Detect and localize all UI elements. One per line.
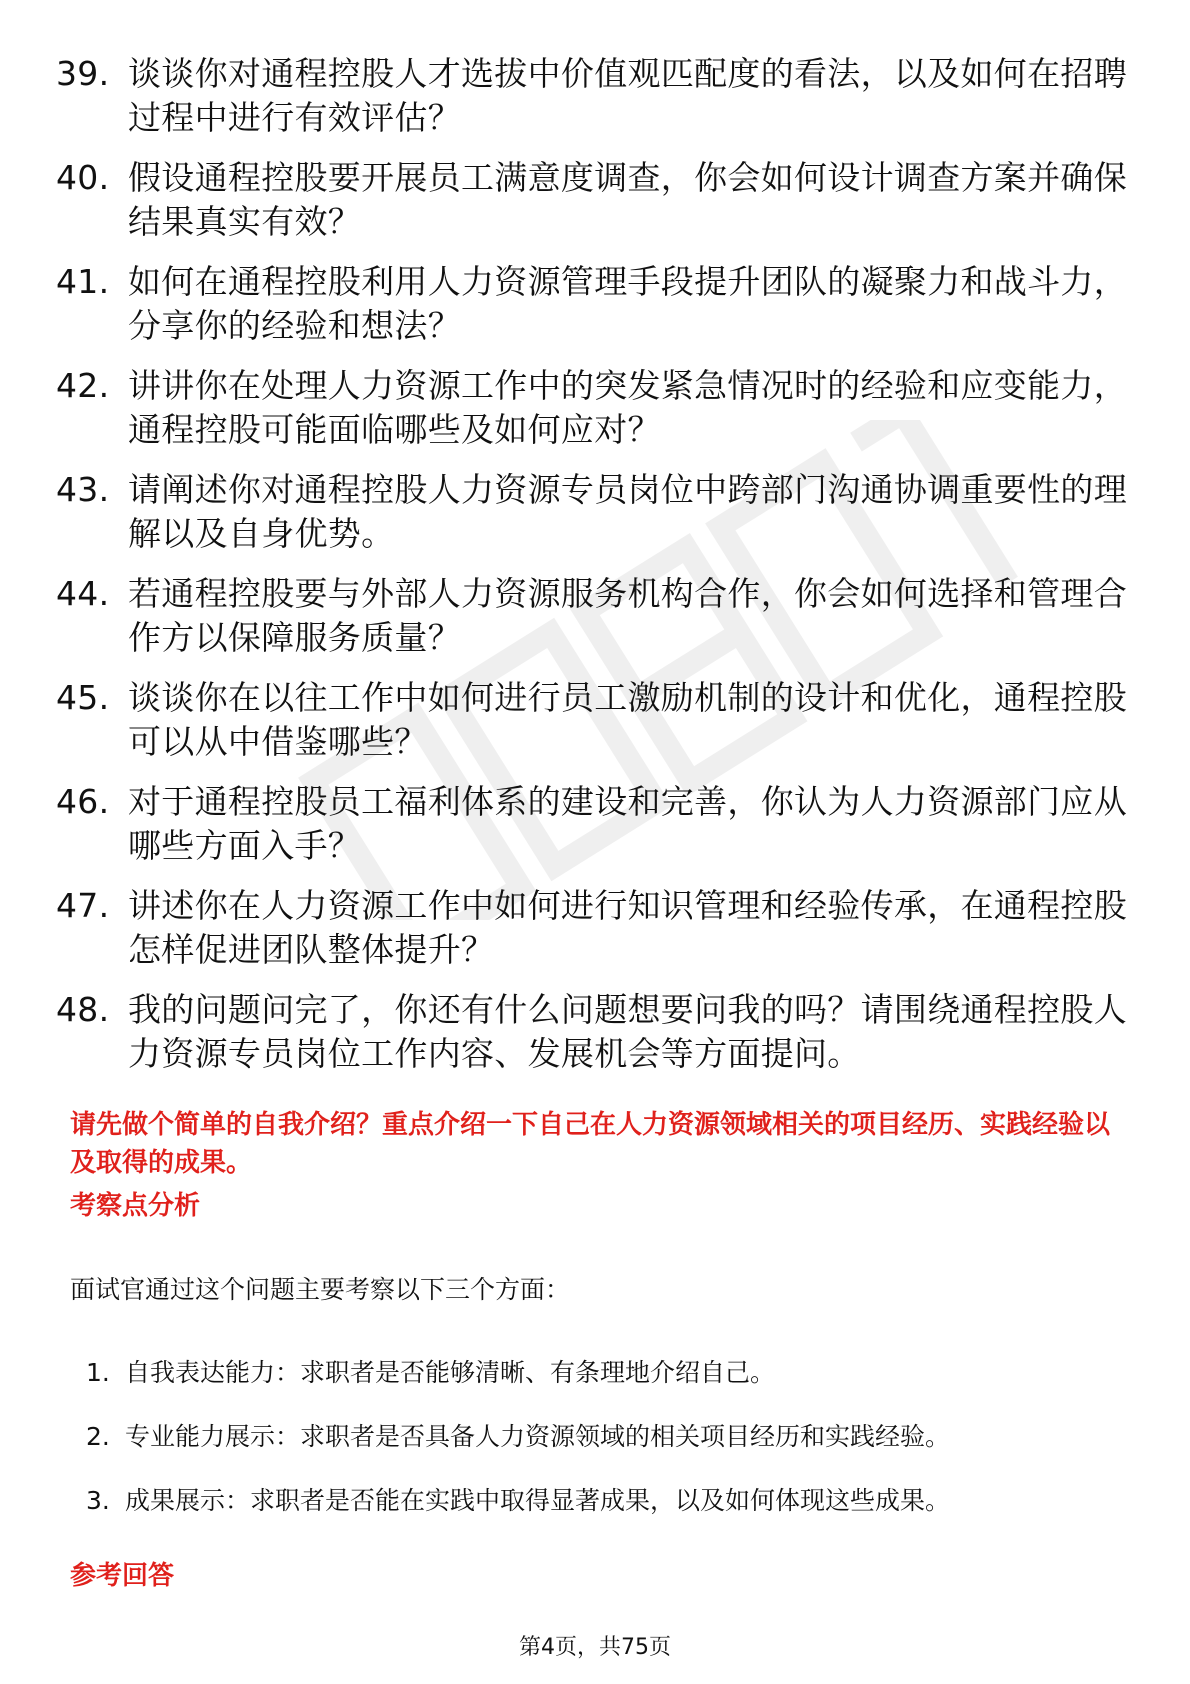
question-item — [56, 156, 1136, 244]
question-number: 48. — [56, 990, 110, 1029]
analysis-point — [86, 1484, 950, 1518]
question-item — [56, 468, 1136, 556]
analysis-heading: 考察点分析 — [70, 1191, 201, 1221]
question-number: 47. — [56, 886, 110, 925]
question-list — [56, 52, 1136, 1092]
question-item — [56, 260, 1136, 348]
point-text: 专业能力展示：求职者是否具备人力资源领域的相关项目经历和实践经验。 — [125, 1422, 951, 1451]
question-text: 讲述你在人力资源工作中如何进行知识管理和经验传承，在通程控股怎样促进团队整体提升？ — [128, 886, 1127, 969]
point-number: 1. — [86, 1358, 110, 1387]
question-text: 请阐述你对通程控股人力资源专员岗位中跨部门沟通协调重要性的理解以及自身优势。 — [128, 470, 1127, 553]
question-text: 我的问题问完了，你还有什么问题想要问我的吗？请围绕通程控股人力资源专员岗位工作内容、发展机会等方面提问。 — [128, 990, 1127, 1073]
point-text: 自我表达能力：求职者是否能够清晰、有条理地介绍自己。 — [125, 1358, 776, 1387]
analysis-intro: 面试官通过这个问题主要考察以下三个方面： — [70, 1275, 571, 1304]
question-text: 假设通程控股要开展员工满意度调查，你会如何设计调查方案并确保结果真实有效？ — [128, 158, 1127, 241]
question-item — [56, 884, 1136, 972]
question-item — [56, 988, 1136, 1076]
question-item — [56, 780, 1136, 868]
question-item — [56, 676, 1136, 764]
analysis-point — [86, 1420, 950, 1454]
point-number: 2. — [86, 1422, 110, 1451]
analysis-point — [86, 1356, 950, 1390]
point-text: 成果展示：求职者是否能在实践中取得显著成果，以及如何体现这些成果。 — [125, 1486, 951, 1515]
analysis-points-list — [86, 1356, 950, 1548]
question-number: 41. — [56, 262, 110, 301]
question-item — [56, 572, 1136, 660]
question-number: 44. — [56, 574, 110, 613]
question-number: 43. — [56, 470, 110, 509]
question-text: 若通程控股要与外部人力资源服务机构合作，你会如何选择和管理合作方以保障服务质量？ — [128, 574, 1127, 657]
question-number: 42. — [56, 366, 110, 405]
question-number: 40. — [56, 158, 110, 197]
question-number: 45. — [56, 678, 110, 717]
question-text: 谈谈你在以往工作中如何进行员工激励机制的设计和优化，通程控股可以从中借鉴哪些？ — [128, 678, 1127, 761]
question-number: 46. — [56, 782, 110, 821]
question-number: 39. — [56, 54, 110, 93]
reference-heading: 参考回答 — [70, 1561, 175, 1591]
question-item — [56, 364, 1136, 452]
question-item — [56, 52, 1136, 140]
highlight-question: 请先做个简单的自我介绍？重点介绍一下自己在人力资源领域相关的项目经历、实践经验以及取得的成果。 — [70, 1110, 1111, 1178]
question-text: 讲讲你在处理人力资源工作中的突发紧急情况时的经验和应变能力，通程控股可能面临哪些及如何应对？ — [128, 366, 1127, 449]
question-text: 对于通程控股员工福利体系的建设和完善，你认为人力资源部门应从哪些方面入手？ — [128, 782, 1127, 865]
question-text: 谈谈你对通程控股人才选拔中价值观匹配度的看法，以及如何在招聘过程中进行有效评估？ — [128, 54, 1127, 137]
page-footer: 第4页，共75页 — [519, 1635, 671, 1660]
point-number: 3. — [86, 1486, 110, 1515]
question-text: 如何在通程控股利用人力资源管理手段提升团队的凝聚力和战斗力，分享你的经验和想法？ — [128, 262, 1127, 345]
